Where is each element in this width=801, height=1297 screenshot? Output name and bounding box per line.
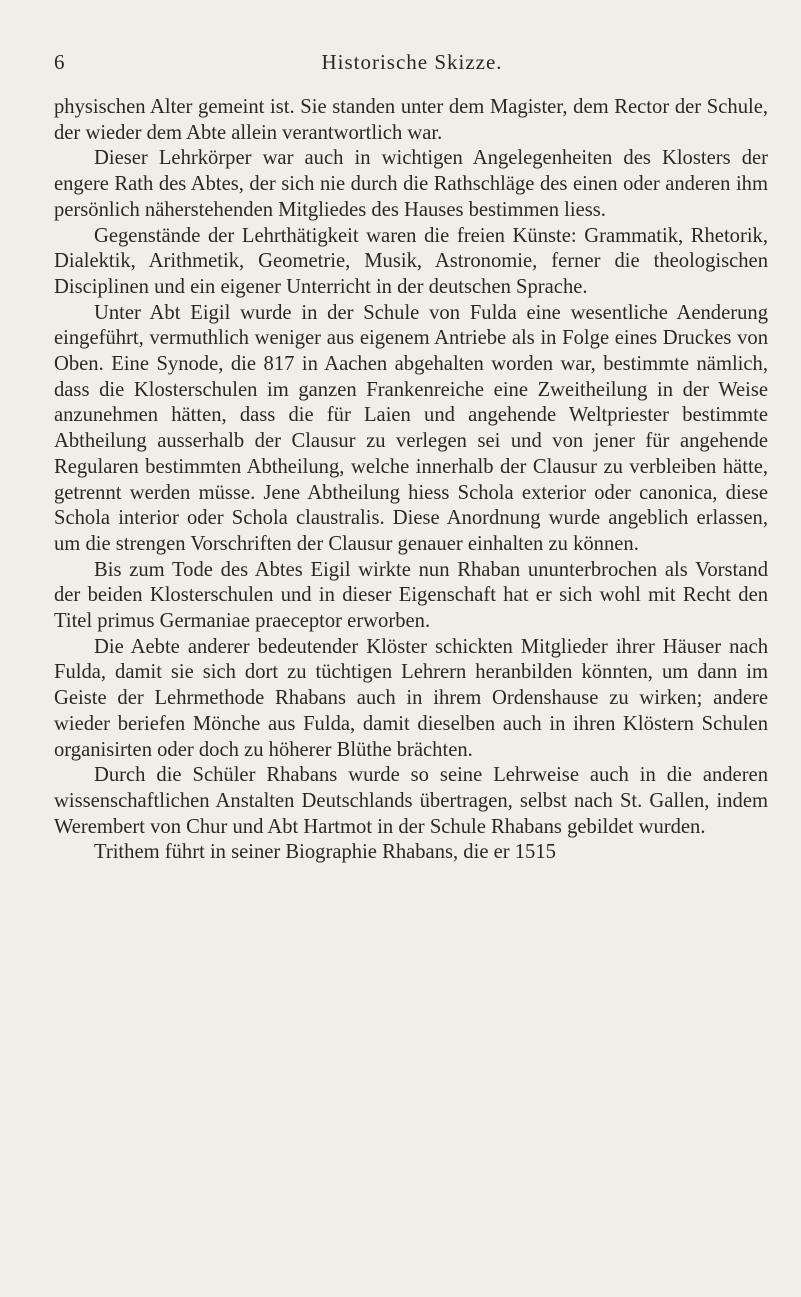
paragraph: Die Aebte anderer bedeutender Klöster schickten Mitglieder ihrer Häuser nach Fulda, damit sie sich dort zu tüchtigen Lehrern heranbilden könnten, um dann im Geiste der Lehrmethode Rhabans auch in ihrem Ordenshause zu wirken; andere wieder beriefen Mönche aus Fulda, damit dieselben auch in ihren Klöstern Schulen organisirten oder doch zu höherer Blüthe brächten. (54, 635, 768, 761)
paragraph: Trithem führt in seiner Biographie Rhabans, die er 1515 (94, 841, 556, 864)
body-text (54, 95, 768, 866)
paragraph: Dieser Lehrkörper war auch in wichtigen Angelegenheiten des Klosters der engere Rath des Abtes, der sich nie durch die Rathschläge des einen oder anderen ihm persönlich näherstehenden Mitgliedes des Hauses bestimmen liess. (54, 147, 768, 221)
paragraph: Bis zum Tode des Abtes Eigil wirkte nun Rhaban ununterbrochen als Vorstand der beiden Klosterschulen und in dieser Eigenschaft hat er sich wohl mit Recht den Titel primus Germaniae praeceptor erworben. (54, 558, 768, 633)
paragraph: Durch die Schüler Rhabans wurde so seine Lehrweise auch in die anderen wissenschaftlichen Anstalten Deutschlands übertragen, selbst nach St. Gallen, indem Werembert von Chur und Abt Hartmot in der Schule Rhabans gebildet wurden. (54, 764, 768, 838)
paragraph: Gegenstände der Lehrthätigkeit waren die freien Künste: Grammatik, Rhetorik, Dialektik, Arithmetik, Geometrie, Musik, Astronomie, ferner die theologischen Disciplinen und ein eigener Unterricht in der deutschen Sprache. (54, 224, 768, 298)
page-header (54, 50, 770, 80)
paragraph: physischen Alter gemeint ist. Sie standen unter dem Magister, dem Rector der Schule, der wieder dem Abte allein verantwortlich war. (54, 96, 768, 144)
running-title: Historische Skizze. (321, 50, 503, 74)
page-number: 6 (54, 50, 65, 74)
paragraph: Unter Abt Eigil wurde in der Schule von Fulda eine wesentliche Aenderung eingeführt, vermuthlich weniger aus eigenem Antriebe als in Folge eines Druckes von Oben. Eine Synode, die 817 in Aachen abgehalten worden war, bestimmte nämlich, dass die Klosterschulen im ganzen Frankenreiche eine Zweitheilung in der Weise anzunehmen hätten, dass die für Laien und angehende Weltpriester bestimmte Abtheilung ausserhalb der Clausur zu verlegen sei und von jener für angehende Regularen bestimmten Abtheilung, welche innerhalb der Clausur zu verbleiben hätte, getrennt werden müsse. Jene Abtheilung hiess Schola exterior oder canonica, diese Schola interior oder Schola claustralis. Diese Anordnung wurde angeblich erlassen, um die strengen Vorschriften der Clausur genauer einhalten zu können. (54, 301, 768, 555)
